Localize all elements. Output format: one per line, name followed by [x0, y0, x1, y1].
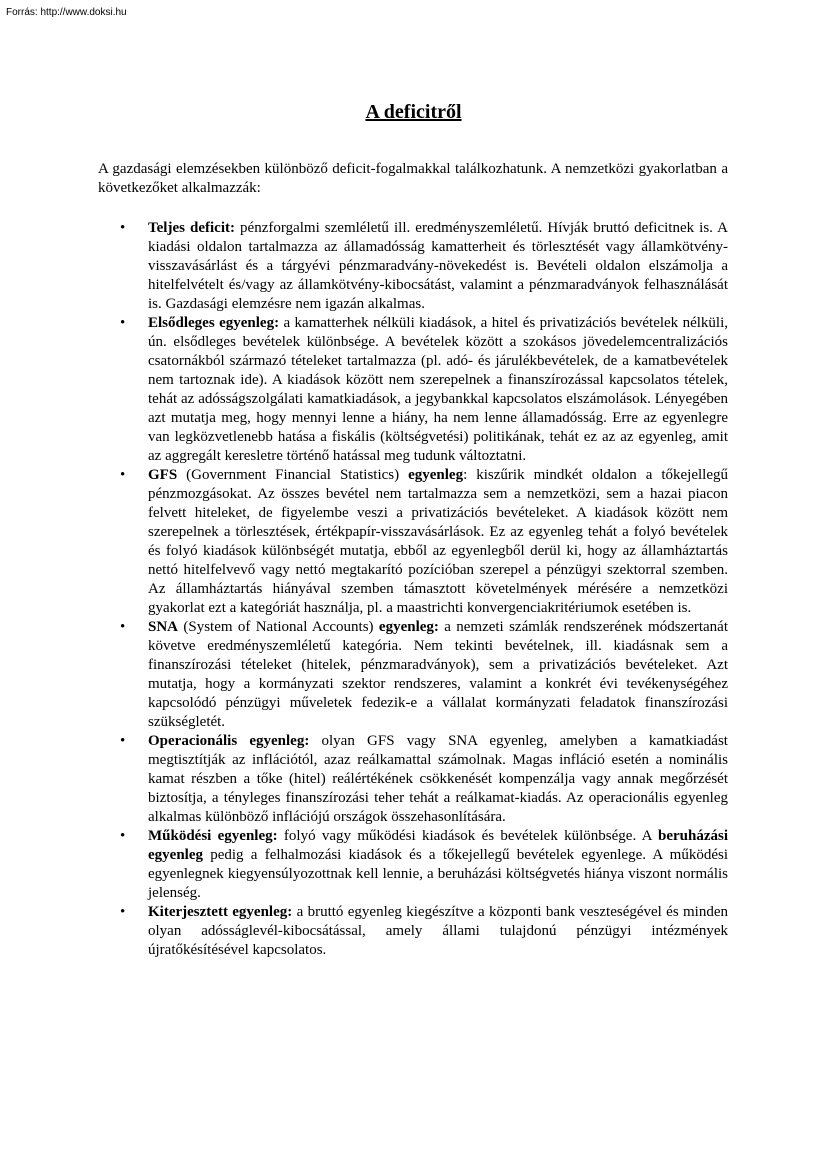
definition-text: a bruttó egyenleg kiegészítve a központi bank veszteségével és minden olyan adósságlevél-kibocsátással, amely állami tulajdonú pénzügyi intézmények újratőkésítésével kapcsolatos. — [148, 904, 728, 958]
list-item-kiterjesztett-egyenleg — [98, 903, 728, 960]
term-label: Elsődleges egyenleg: — [148, 315, 280, 331]
term-label-suffix: egyenleg: — [378, 619, 439, 635]
definition-text: : kiszűrik mindkét oldalon a tőkejellegű pénzmozgásokat. Az összes bevétel nem tartalmazza sem a nemzetközi, sem a hazai piacon felvett hiteleket, de figyelembe veszi a privatizációs bevételeket. A kiadások között nem szerepelnek a törlesztések, értékpapír-visszavásárlások. Ez az egyenleg tehát a folyó bevételek és folyó kiadások különbségét mutatja, ebből az egyenlegből derül ki, hogy az államháztartás nettó hitelfelvevő vagy nettó megtakarító pozícióban szerepel a pénzügyi szektorral szemben. Az államháztartás hiányával szemben támasztott követelmények mérésére a nemzetközi gyakorlat ezt a kategóriát használja, pl. a maastrichti konvergenciakritériumok esetében is. — [148, 467, 728, 616]
term-label: Kiterjesztett egyenleg: — [148, 904, 293, 920]
term-label: Teljes deficit: — [148, 220, 235, 236]
term-label-secondary: beruházási egyenleg — [148, 828, 728, 863]
page-title: A deficitről — [365, 101, 462, 123]
bullet-icon: • — [120, 619, 126, 635]
definition-text: olyan GFS vagy SNA egyenleg, amelyben a kamatkiadást megtisztítják az inflációtól, azaz reálkamattal számolnak. Magas infláció esetén a nominális kamat részben a tőke (hitel) reálértékének csökkenését kompenzálja vagy annak megőrzését biztosítja, a tényleges finanszírozási teher tehát a reálkamat-kiadás. Az operacionális egyenleg alkalmas különböző inflációjú országok összehasonlítására. — [148, 733, 728, 825]
list-item-mukodesi-egyenleg — [98, 827, 728, 903]
definition-text: pénzforgalmi szemléletű ill. eredményszemléletű. Hívják bruttó deficitnek is. A kiadási oldalon tartalmazza az államadósság kamatterheit és törlesztését vagy államkötvény-visszavásárlást és a tárgyévi pénzmaradvány-növekedést is. Bevételi oldalon elszámolja a hitelfelvételt és/vagy az államkötvény-kibocsátást, valamint a pénzmaradványok felhasználását is. Gazdasági elemzésre nem igazán alkalmas. — [148, 220, 728, 312]
list-item-gfs-egyenleg — [98, 466, 728, 618]
list-item-elsodleges-egyenleg — [98, 314, 728, 466]
source-note: Forrás: http://www.doksi.hu — [6, 7, 127, 18]
bullet-icon: • — [120, 828, 126, 844]
definition-text-part: folyó vagy működési kiadások és bevételek különbsége. A — [277, 828, 658, 844]
term-label-suffix: egyenleg — [408, 467, 464, 483]
term-expansion: (System of National Accounts) — [178, 619, 379, 635]
definition-text: a kamatterhek nélküli kiadások, a hitel és privatizációs bevételek nélküli, ún. elsődleges bevételek különbsége. A bevételek között a szokásos jövedelemcentralizációs csatornákból származó tételeket tartalmazza (pl. adó- és járulékbevételek, de a kamatbevételek nem tartoznak ide). A kiadások között nem szerepelnek a finanszírozással kapcsolatos tételek, tehát az adósságszolgálati kamatkiadások, a jegybankkal kapcsolatos elszámolások. Lényegében azt mutatja meg, hogy mennyi lenne a hiány, ha nem lenne államadósság. Erre az egyenlegre van legközvetlenebb hatása a fiskális (költségvetési) politikának, tehát ez az az egyenleg, amit az aggregált keresletre történő hatással meg tudunk változtatni. — [148, 315, 728, 464]
term-label: GFS — [148, 467, 178, 483]
term-label: SNA — [148, 619, 179, 635]
term-expansion: (Government Financial Statistics) — [177, 467, 409, 483]
bullet-icon: • — [120, 904, 126, 920]
term-label: Működési egyenleg: — [148, 828, 278, 844]
definition-text: a nemzeti számlák rendszerének módszertanát követve eredményszemléletű kategória. Nem tekinti bevételnek, ill. kiadásnak sem a finanszírozási tételeket (hitelek, pénzmaradványok), sem a privatizációs bevételeket. Azt mutatja, hogy a kormányzati szektor rendszeres, valamint a konkrét évi tevékenységéhez kapcsolódó pénzügyi műveletek fedezik-e a vállalat kormányzati feladatok finanszírozási szükségletét. — [148, 619, 728, 730]
bullet-icon: • — [120, 220, 126, 236]
list-item-teljes-deficit — [98, 219, 728, 314]
bullet-icon: • — [120, 733, 126, 749]
term-label: Operacionális egyenleg: — [148, 733, 310, 749]
intro-paragraph: A gazdasági elemzésekben különböző deficit-fogalmakkal találkozhatunk. A nemzetközi gyakorlatban a következőket alkalmazzák: — [98, 161, 728, 196]
bullet-icon: • — [120, 467, 126, 483]
bullet-icon: • — [120, 315, 126, 331]
definition-text: pedig a felhalmozási kiadások és a tőkejellegű bevételek egyenlege. A működési egyenlegnek kiegyensúlyozottnak kell lennie, a beruházási költségvetés hiánya viszont normális jelenség. — [148, 847, 728, 901]
deficit-definition-list — [98, 219, 728, 960]
list-item-operacionalis-egyenleg — [98, 732, 728, 827]
list-item-sna-egyenleg — [98, 618, 728, 732]
